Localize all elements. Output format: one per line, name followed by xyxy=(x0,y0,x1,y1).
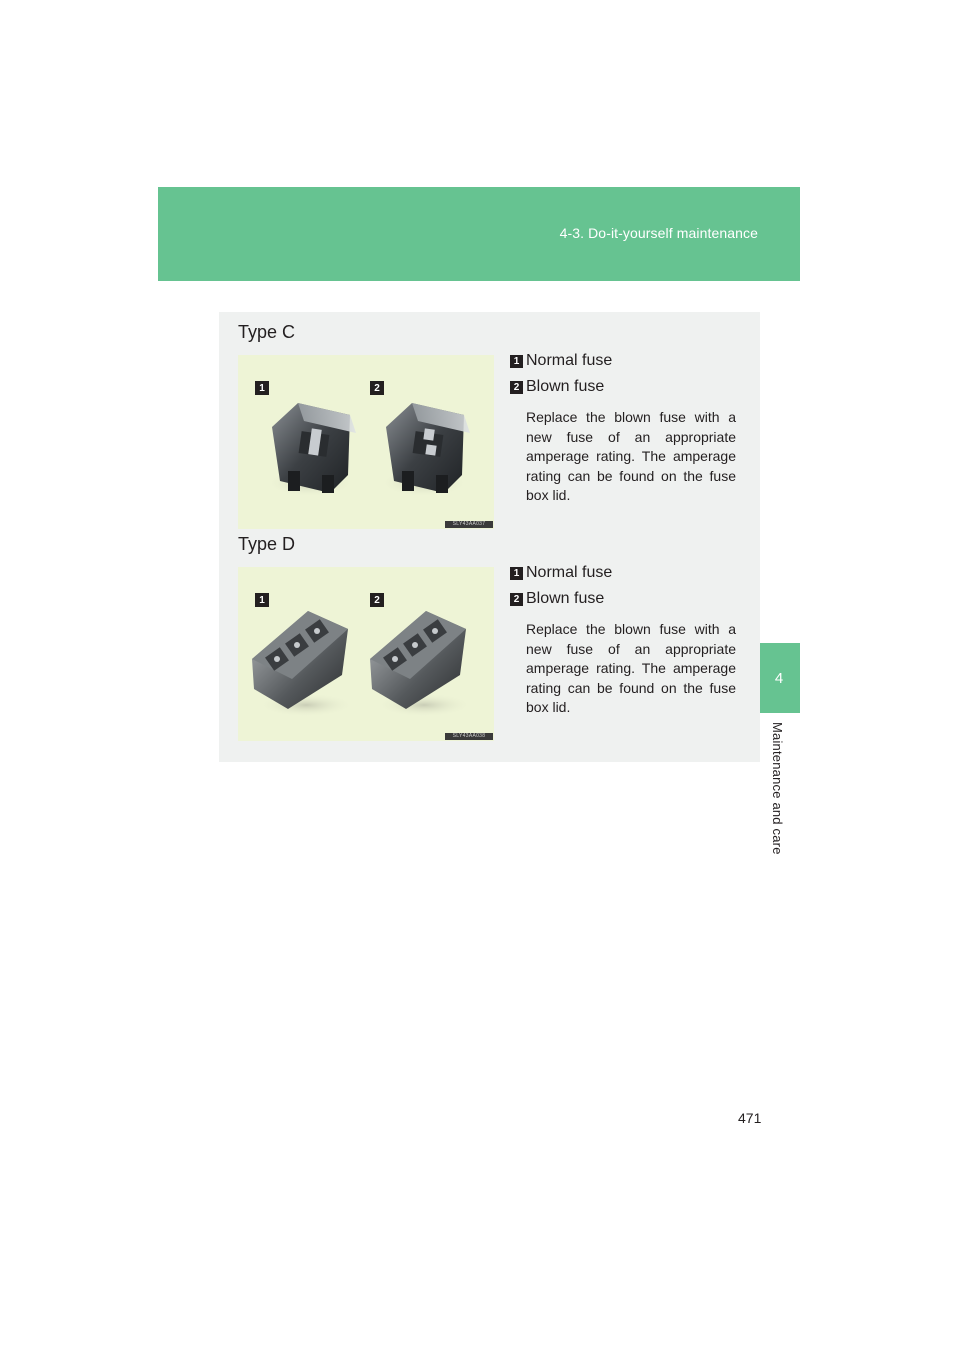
section-title-type-d: Type D xyxy=(238,534,296,554)
description-type-d: Replace the blown fuse with a new fuse of an appropriate amperage rating. The amperage rating can be found on the fuse box lid. xyxy=(526,621,736,715)
content-panel xyxy=(219,312,760,762)
figure-marker-1: 1 xyxy=(255,381,269,395)
normal-fuse-d xyxy=(252,611,354,717)
figure-code: SLY43AA038 xyxy=(445,733,493,740)
normal-fuse-c xyxy=(266,403,356,497)
blown-fuse-c xyxy=(380,403,470,497)
header-bar xyxy=(158,187,800,281)
figure-code: SLY43AA037 xyxy=(445,521,493,528)
legend-label: Blown fuse xyxy=(526,378,605,395)
legend-marker: 1 xyxy=(510,355,523,368)
figure-type-c xyxy=(238,355,494,529)
legend-item-normal-fuse xyxy=(510,564,612,582)
legend-label: Blown fuse xyxy=(526,590,605,607)
legend-item-blown-fuse xyxy=(510,378,604,396)
legend-label: Normal fuse xyxy=(526,352,613,369)
description-type-c: Replace the blown fuse with a new fuse of an appropriate amperage rating. The amperage rating can be found on the fuse box lid. xyxy=(526,409,736,503)
legend-marker: 1 xyxy=(510,567,523,580)
chapter-tab xyxy=(758,643,800,713)
legend-label: Normal fuse xyxy=(526,564,613,581)
section-header-title: 4-3. Do-it-yourself maintenance xyxy=(559,225,758,241)
figure-type-d xyxy=(238,567,494,741)
figure-marker-1: 1 xyxy=(255,593,269,607)
legend-item-normal-fuse xyxy=(510,352,612,370)
section-title-type-c: Type C xyxy=(238,322,296,342)
fuse-type-c-illustration xyxy=(238,355,494,529)
chapter-number: 4 xyxy=(774,669,784,687)
legend-marker: 2 xyxy=(510,593,523,606)
blown-fuse-d xyxy=(370,611,472,717)
figure-marker-2: 2 xyxy=(370,381,384,395)
figure-marker-2: 2 xyxy=(370,593,384,607)
legend-item-blown-fuse xyxy=(510,590,604,608)
fuse-type-d-illustration xyxy=(238,567,494,741)
legend-marker: 2 xyxy=(510,381,523,394)
chapter-label: Maintenance and care xyxy=(770,722,785,855)
page-number: 471 xyxy=(738,1110,762,1126)
